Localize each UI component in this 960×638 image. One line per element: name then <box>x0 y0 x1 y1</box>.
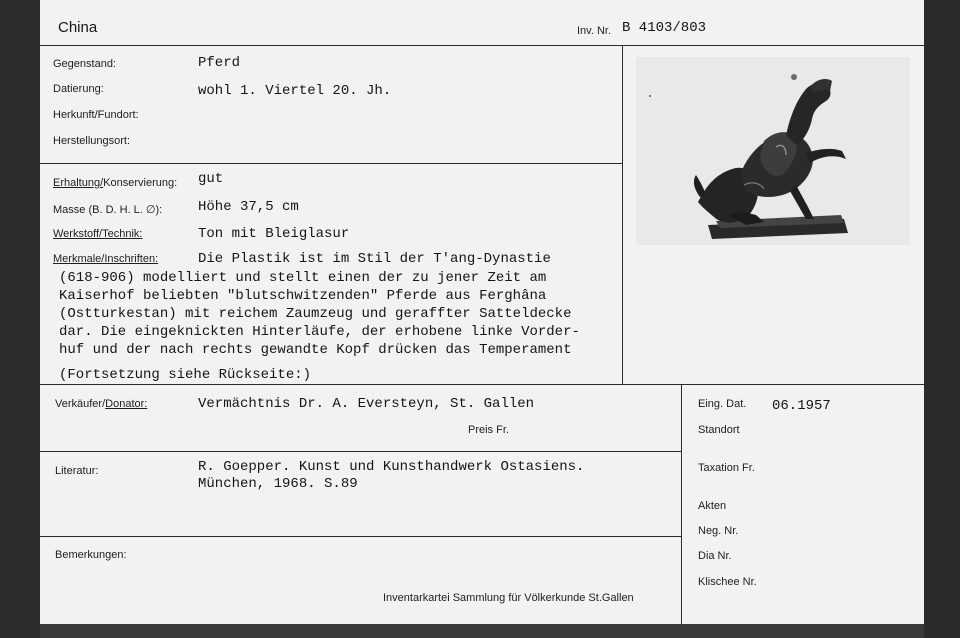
herkunft-label: Herkunft/Fundort: <box>53 109 139 121</box>
inventory-number-label: Inv. Nr. <box>577 25 612 37</box>
werkstoff-value: Ton mit Bleiglasur <box>198 226 350 242</box>
description-line: Kaiserhof beliebten "blutschwitzenden" Pferde aus Ferghâna <box>59 288 547 304</box>
standort-label: Standort <box>698 424 740 436</box>
gegenstand-label: Gegenstand: <box>53 58 116 70</box>
rule-after-verkaeufer <box>40 451 681 452</box>
continuation-note: (Fortsetzung siehe Rückseite:) <box>59 367 312 383</box>
horse-figurine-image <box>636 57 910 245</box>
erhaltung-label: Erhaltung/Konservierung: <box>53 177 178 189</box>
gegenstand-value: Pferd <box>198 55 241 71</box>
inventory-number-value: B 4103/803 <box>622 20 707 36</box>
rule-after-literatur <box>40 536 681 537</box>
description-paragraph <box>59 269 619 359</box>
masse-value: Höhe 37,5 cm <box>198 199 299 215</box>
literatur-line-1: R. Goepper. Kunst und Kunsthandwerk Ostasiens. <box>198 459 585 475</box>
description-line: huf und der nach rechts gewandte Kopf drücken das Temperament <box>59 342 572 358</box>
eing-dat-label: Eing. Dat. <box>698 398 747 410</box>
rule-photo-left <box>622 45 623 385</box>
rule-after-herstellungsort <box>40 163 622 164</box>
object-photo <box>636 57 910 245</box>
merkmale-first-line: Die Plastik ist im Stil der T'ang-Dynastie <box>198 251 551 267</box>
preis-label: Preis Fr. <box>468 424 509 436</box>
literatur-label: Literatur: <box>55 465 99 477</box>
verkaeufer-value: Vermächtnis Dr. A. Eversteyn, St. Gallen <box>198 396 535 412</box>
werkstoff-label: Werkstoff/Technik: <box>53 228 143 240</box>
bemerkungen-label: Bemerkungen: <box>55 549 127 561</box>
taxation-label: Taxation Fr. <box>698 462 755 474</box>
rule-right-panel <box>681 384 682 624</box>
neg-nr-label: Neg. Nr. <box>698 525 739 537</box>
dia-nr-label: Dia Nr. <box>698 550 732 562</box>
klischee-nr-label: Klischee Nr. <box>698 576 757 588</box>
verkaeufer-label: Verkäufer/Donator: <box>55 398 148 410</box>
inventory-card <box>40 0 924 624</box>
country-label: China <box>58 19 98 36</box>
rule-header <box>40 45 924 46</box>
description-line: (618-906) modelliert und stellt einen der zu jener Zeit am <box>59 270 547 286</box>
description-line: dar. Die eingeknickten Hinterläufe, der erhobene linke Vorder- <box>59 324 580 340</box>
rule-after-description <box>40 384 924 385</box>
merkmale-label: Merkmale/Inschriften: <box>53 253 159 265</box>
literatur-line-2: München, 1968. S.89 <box>198 476 358 492</box>
erhaltung-value: gut <box>198 171 224 187</box>
akten-label: Akten <box>698 500 727 512</box>
eing-dat-value: 06.1957 <box>772 398 831 414</box>
description-line: (Ostturkestan) mit reichem Zaumzeug und geraffter Satteldecke <box>59 306 572 322</box>
datierung-value: wohl 1. Viertel 20. Jh. <box>198 83 392 99</box>
masse-label: Masse (B. D. H. L. ∅): <box>53 204 163 216</box>
scan-background-right <box>924 0 960 638</box>
footer-institution: Inventarkartei Sammlung für Völkerkunde St.Gallen <box>383 592 634 604</box>
herstellungsort-label: Herstellungsort: <box>53 135 131 147</box>
datierung-label: Datierung: <box>53 83 104 95</box>
scan-background-left <box>0 0 40 638</box>
